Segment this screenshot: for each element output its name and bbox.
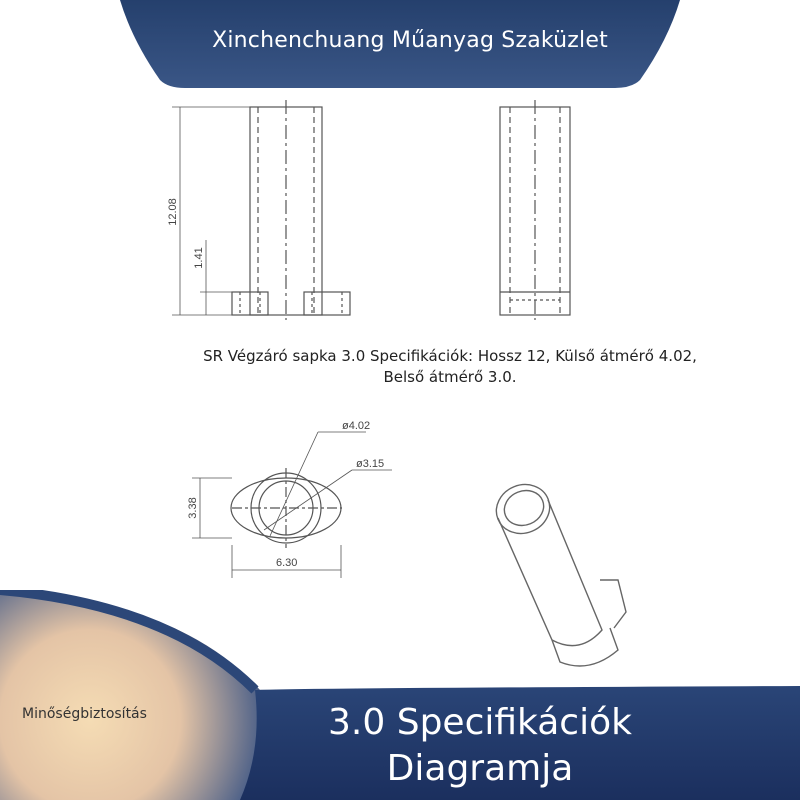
caption-line-1: SR Végzáró sapka 3.0 Specifikációk: Hossz 12, Külső átmérő 4.02, — [203, 347, 697, 365]
caption-line-2: Belső átmérő 3.0. — [383, 368, 517, 386]
dim-height: 12.08 — [167, 198, 179, 226]
dim-flange: 1.41 — [193, 247, 205, 269]
footer-title-line-1: 3.0 Specifikációk — [328, 702, 632, 743]
dim-inner-diameter: ø3.15 — [356, 458, 385, 470]
spec-caption — [150, 346, 750, 388]
dim-depth: 3.38 — [187, 497, 199, 519]
side-view — [500, 100, 570, 320]
front-view — [172, 100, 350, 320]
footer-title-line-2: Diagramja — [386, 748, 574, 789]
dim-width: 6.30 — [276, 557, 298, 569]
dim-outer-diameter: ø4.02 — [342, 420, 371, 432]
quality-assurance-label: Minőségbiztosítás — [22, 706, 147, 722]
footer-title — [300, 700, 660, 792]
shop-title: Xinchenchuang Műanyag Szaküzlet — [212, 28, 608, 53]
